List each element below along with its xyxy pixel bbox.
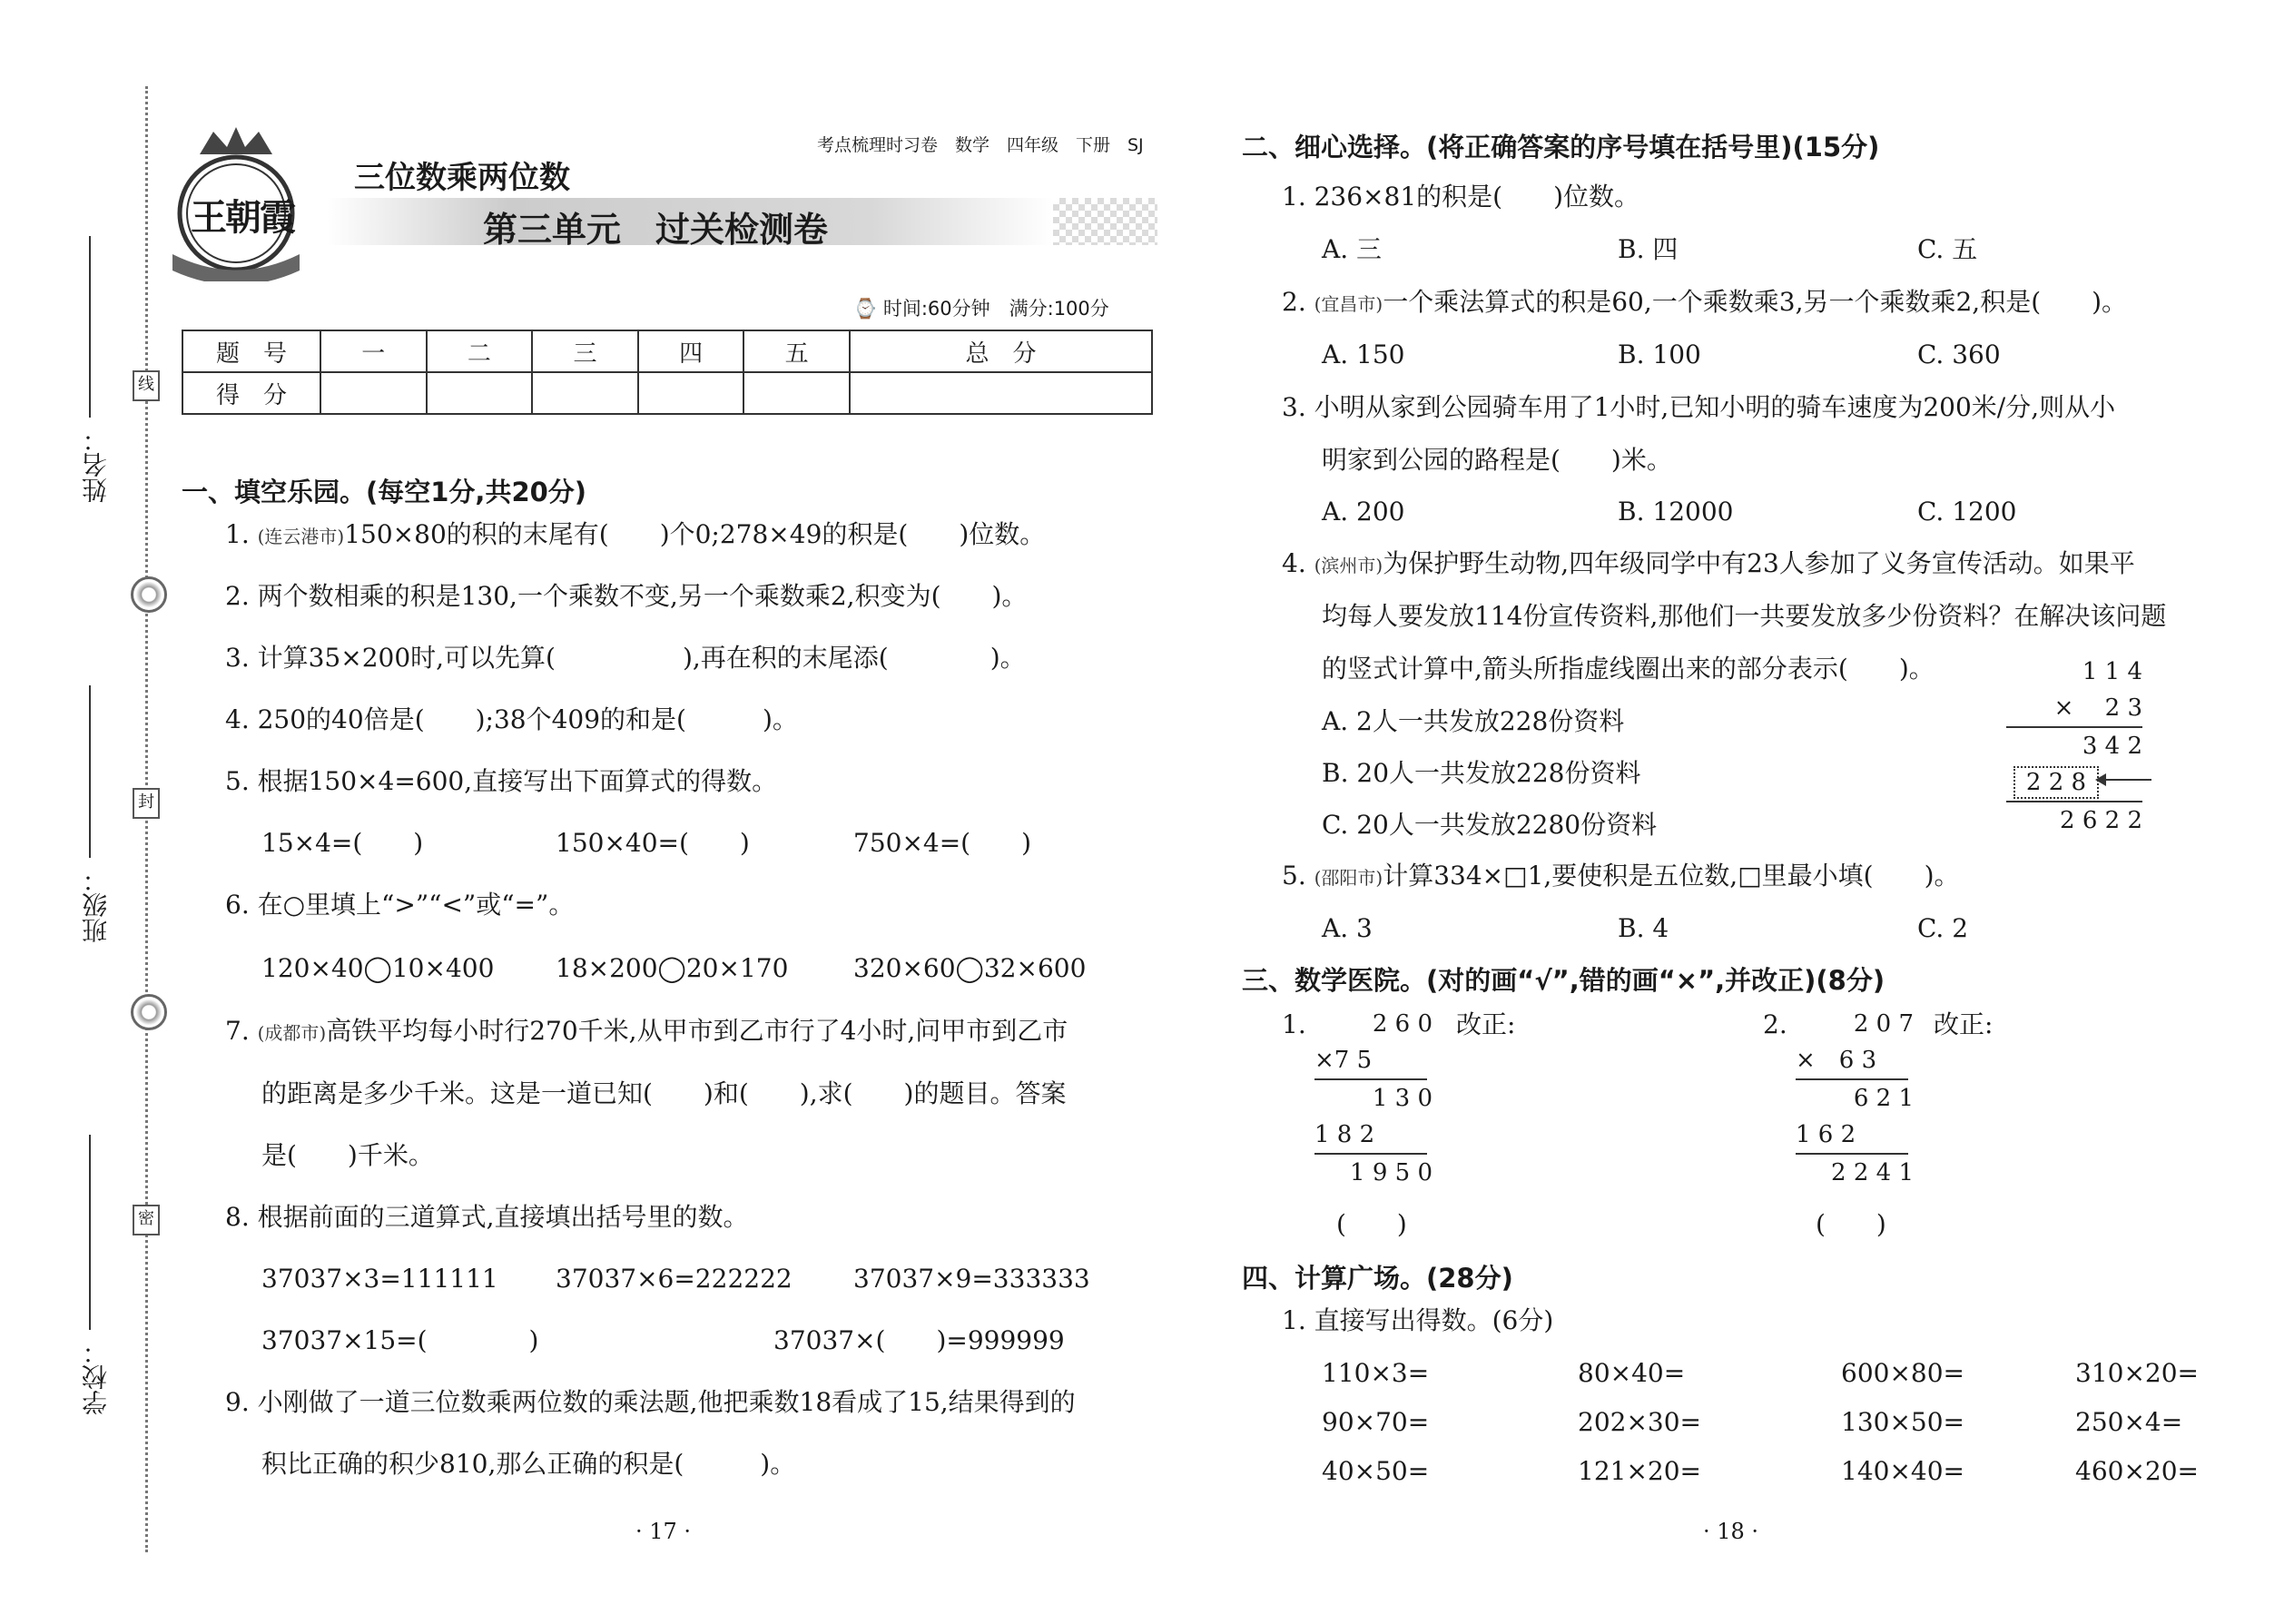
calc-line: ×7 5: [1314, 1047, 1373, 1074]
binding-dotted-line: [145, 86, 148, 1552]
s4-calc-item: 130×50=: [1841, 1407, 1964, 1437]
s4-calc-item: 460×20=: [2075, 1456, 2199, 1486]
binding-knot-icon: [131, 994, 167, 1030]
s1-q5-item: 150×40=( ): [556, 828, 750, 858]
s1-q6-item: 120×40◯10×400: [261, 953, 495, 983]
s4-question-1: 1. 直接写出得数。(6分): [1282, 1305, 1554, 1335]
class-field-label: 班级：: [81, 867, 111, 943]
calc-line: 1 8 2: [1314, 1121, 1375, 1148]
s2-q5-option[interactable]: B. 4: [1618, 913, 1669, 943]
calc-line: 3 4 2: [2082, 733, 2142, 760]
s1-q8-fill: 37037×15=( ): [261, 1325, 539, 1355]
s1-question-3: 3. 计算35×200时,可以先算( ),再在积的末尾添( )。: [225, 643, 1026, 673]
section2-heading: 二、细心选择。(将正确答案的序号填在括号里)(15分): [1242, 132, 1880, 162]
s2-q1-option[interactable]: A. 三: [1322, 234, 1383, 264]
calc-line: × 2 3: [2053, 694, 2142, 722]
s4-calc-item: 310×20=: [2075, 1358, 2199, 1388]
s2-q1-option[interactable]: C. 五: [1917, 234, 1978, 264]
s2-q1-option[interactable]: B. 四: [1618, 234, 1679, 264]
school-field-line[interactable]: [89, 1135, 91, 1330]
calc-line: 2 6 2 2: [2060, 807, 2142, 834]
score-header-col: 一: [320, 330, 427, 372]
s1-question-2: 2. 两个数相乘的积是130,一个乘数不变,另一个乘数乘2,积变为( )。: [225, 581, 1028, 611]
bind-mark-xian: 线: [133, 370, 160, 401]
s2-question-4: 4. (滨州市)为保护野生动物,四年级同学中有23人参加了义务宣传活动。如果平: [1282, 548, 2135, 578]
s1-q8-fill: 37037×( )=999999: [773, 1325, 1065, 1355]
s4-calc-item: 140×40=: [1841, 1456, 1964, 1486]
calc-dashed-row: [2006, 764, 2179, 801]
name-field-label: 姓名：: [81, 427, 111, 503]
score-cell[interactable]: [743, 372, 850, 414]
calc-line: 2 6 0: [1372, 1010, 1433, 1038]
page-number-right: · 18 ·: [1703, 1519, 1759, 1544]
score-cell[interactable]: [532, 372, 638, 414]
calc-line: 1 9 5 0: [1350, 1159, 1433, 1186]
s2-question-1: 1. 236×81的积是( )位数。: [1282, 182, 1639, 212]
s2-q3-line2: 明家到公园的路程是( )米。: [1322, 445, 1672, 475]
s3-problem-2-num: 2.: [1763, 1009, 1787, 1039]
time-info: ⌚ 时间:60分钟 满分:100分: [853, 298, 1109, 320]
calc-line: × 6 3: [1796, 1047, 1877, 1074]
s2-q2-option[interactable]: B. 100: [1618, 340, 1701, 369]
calc-line: 1 3 0: [1372, 1085, 1433, 1112]
section3-heading: 三、数学医院。(对的画“√”,错的画“×”,并改正)(8分): [1242, 965, 1885, 996]
s4-calc-item: 40×50=: [1322, 1456, 1430, 1486]
s1-question-8: 8. 根据前面的三道算式,直接填出括号里的数。: [225, 1202, 749, 1232]
logo-text: 王朝霞: [191, 196, 294, 239]
s2-q4-option[interactable]: A. 2人一共发放228份资料: [1322, 706, 1625, 736]
arrow-head-icon: [2095, 773, 2106, 786]
s3-p1-answer-bracket[interactable]: ( ): [1336, 1209, 1407, 1239]
s1-q9-line2: 积比正确的积少810,那么正确的积是( )。: [261, 1449, 796, 1479]
binding-knot-icon: [131, 576, 167, 613]
score-header-col: 三: [532, 330, 638, 372]
score-header-col: 五: [743, 330, 850, 372]
s2-q4-line3: 的竖式计算中,箭头所指虚线圈出来的部分表示( )。: [1322, 654, 1935, 684]
s1-q8-item: 37037×6=222222: [556, 1264, 793, 1294]
score-header-total: 总 分: [850, 330, 1152, 372]
s4-calc-item: 250×4=: [2075, 1407, 2183, 1437]
s2-q2-option[interactable]: A. 150: [1322, 340, 1405, 369]
unit-subtitle: 三位数乘两位数: [354, 160, 570, 196]
s2-q3-option[interactable]: B. 12000: [1618, 497, 1734, 527]
s4-calc-item: 121×20=: [1578, 1456, 1701, 1486]
s3-problem-2-calc: [1796, 1006, 1914, 1191]
s1-q5-item: 15×4=( ): [261, 828, 424, 858]
s1-question-7: 7. (成都市)高铁平均每小时行270千米,从甲市到乙市行了4小时,问甲市到乙市: [225, 1016, 1068, 1046]
s1-question-9: 9. 小刚做了一道三位数乘两位数的乘法题,他把乘数18看成了15,结果得到的: [225, 1387, 1076, 1417]
s1-q7-line3: 是( )千米。: [261, 1140, 434, 1170]
calc-line: 6 2 1: [1853, 1085, 1914, 1112]
s2-question-5: 5. (邵阳市)计算334×□1,要使积是五位数,□里最小填( )。: [1282, 861, 1960, 891]
banner-checker-pattern: [1053, 198, 1157, 245]
brand-logo: [163, 127, 309, 285]
score-header-col: 二: [427, 330, 533, 372]
calc-line: 2 0 7: [1853, 1010, 1914, 1038]
s1-q8-item: 37037×3=111111: [261, 1264, 498, 1294]
s2-q5-option[interactable]: C. 2: [1917, 913, 1969, 943]
s4-calc-item: 90×70=: [1322, 1407, 1430, 1437]
s2-q4-option[interactable]: C. 20人一共发放2280份资料: [1322, 810, 1658, 840]
bind-mark-mi: 密: [133, 1205, 160, 1235]
s2-q3-option[interactable]: C. 1200: [1917, 497, 2017, 527]
calc-line: 2 2 4 1: [1831, 1159, 1914, 1186]
s1-q6-item: 320×60◯32×600: [853, 953, 1087, 983]
school-field-label: 学校：: [81, 1339, 111, 1415]
clock-icon: ⌚: [853, 298, 883, 320]
page-title: 第三单元 过关检测卷: [483, 209, 829, 250]
series-info: 考点梳理时习卷 数学 四年级 下册 SJ: [817, 135, 1144, 155]
s1-q6-item: 18×200◯20×170: [556, 953, 789, 983]
page-number-left: · 17 ·: [635, 1519, 692, 1544]
s1-question-4: 4. 250的40倍是( );38个409的和是( )。: [225, 704, 798, 734]
calc-line: 1 1 4: [2082, 658, 2142, 685]
score-cell[interactable]: [427, 372, 533, 414]
s2-question-3: 3. 小明从家到公园骑车用了1小时,已知小明的骑车速度为200米/分,则从小: [1282, 392, 2116, 422]
s1-question-1: 1. (连云港市)150×80的积的末尾有( )个0;278×49的积是( )位数。: [225, 519, 1046, 549]
s1-question-5: 5. 根据150×4=600,直接写出下面算式的得数。: [225, 766, 778, 796]
s3-p2-correct-label: 改正:: [1934, 1009, 1994, 1039]
s3-problem-1-calc: [1314, 1006, 1433, 1191]
class-field-line[interactable]: [89, 685, 91, 858]
score-table: [182, 330, 1153, 415]
score-cell[interactable]: [320, 372, 427, 414]
s3-p2-answer-bracket[interactable]: ( ): [1816, 1209, 1886, 1239]
bind-mark-feng: 封: [133, 788, 160, 819]
s4-calc-item: 80×40=: [1578, 1358, 1686, 1388]
section4-heading: 四、计算广场。(28分): [1242, 1263, 1513, 1294]
s2-q3-option[interactable]: A. 200: [1322, 497, 1405, 527]
s4-calc-item: 110×3=: [1322, 1358, 1430, 1388]
s2-q2-option[interactable]: C. 360: [1917, 340, 2001, 369]
s2-question-2: 2. (宜昌市)一个乘法算式的积是60,一个乘数乘3,另一个乘数乘2,积是( )。: [1282, 287, 2128, 317]
s1-question-6: 6. 在○里填上“>”“<”或“=”。: [225, 890, 575, 920]
s3-problem-1-num: 1.: [1282, 1009, 1306, 1039]
score-header-label: 题 号: [182, 330, 320, 372]
s1-q7-line2: 的距离是多少千米。这是一道已知( )和( ),求( )的题目。答案: [261, 1078, 1067, 1108]
name-field-line[interactable]: [89, 236, 91, 418]
s4-calc-item: 202×30=: [1578, 1407, 1701, 1437]
s4-calc-item: 600×80=: [1841, 1358, 1964, 1388]
score-cell[interactable]: [638, 372, 744, 414]
s1-q5-item: 750×4=( ): [853, 828, 1032, 858]
s2-q5-option[interactable]: A. 3: [1322, 913, 1373, 943]
s1-q8-item: 37037×9=333333: [853, 1264, 1090, 1294]
s2-q4-vertical-calc: [2006, 654, 2179, 839]
score-header-col: 四: [638, 330, 744, 372]
score-cell[interactable]: [850, 372, 1152, 414]
calc-line: 1 6 2: [1796, 1121, 1856, 1148]
score-row-label: 得 分: [182, 372, 320, 414]
calc-dashed-box: 2 2 8: [2013, 766, 2099, 799]
s3-p1-correct-label: 改正:: [1456, 1009, 1516, 1039]
s2-q4-option[interactable]: B. 20人一共发放228份资料: [1322, 758, 1641, 788]
section1-heading: 一、填空乐园。(每空1分,共20分): [182, 477, 587, 507]
s2-q4-line2: 均每人要发放114份宣传资料,那他们一共要发放多少份资料？在解决该问题: [1322, 601, 2167, 631]
